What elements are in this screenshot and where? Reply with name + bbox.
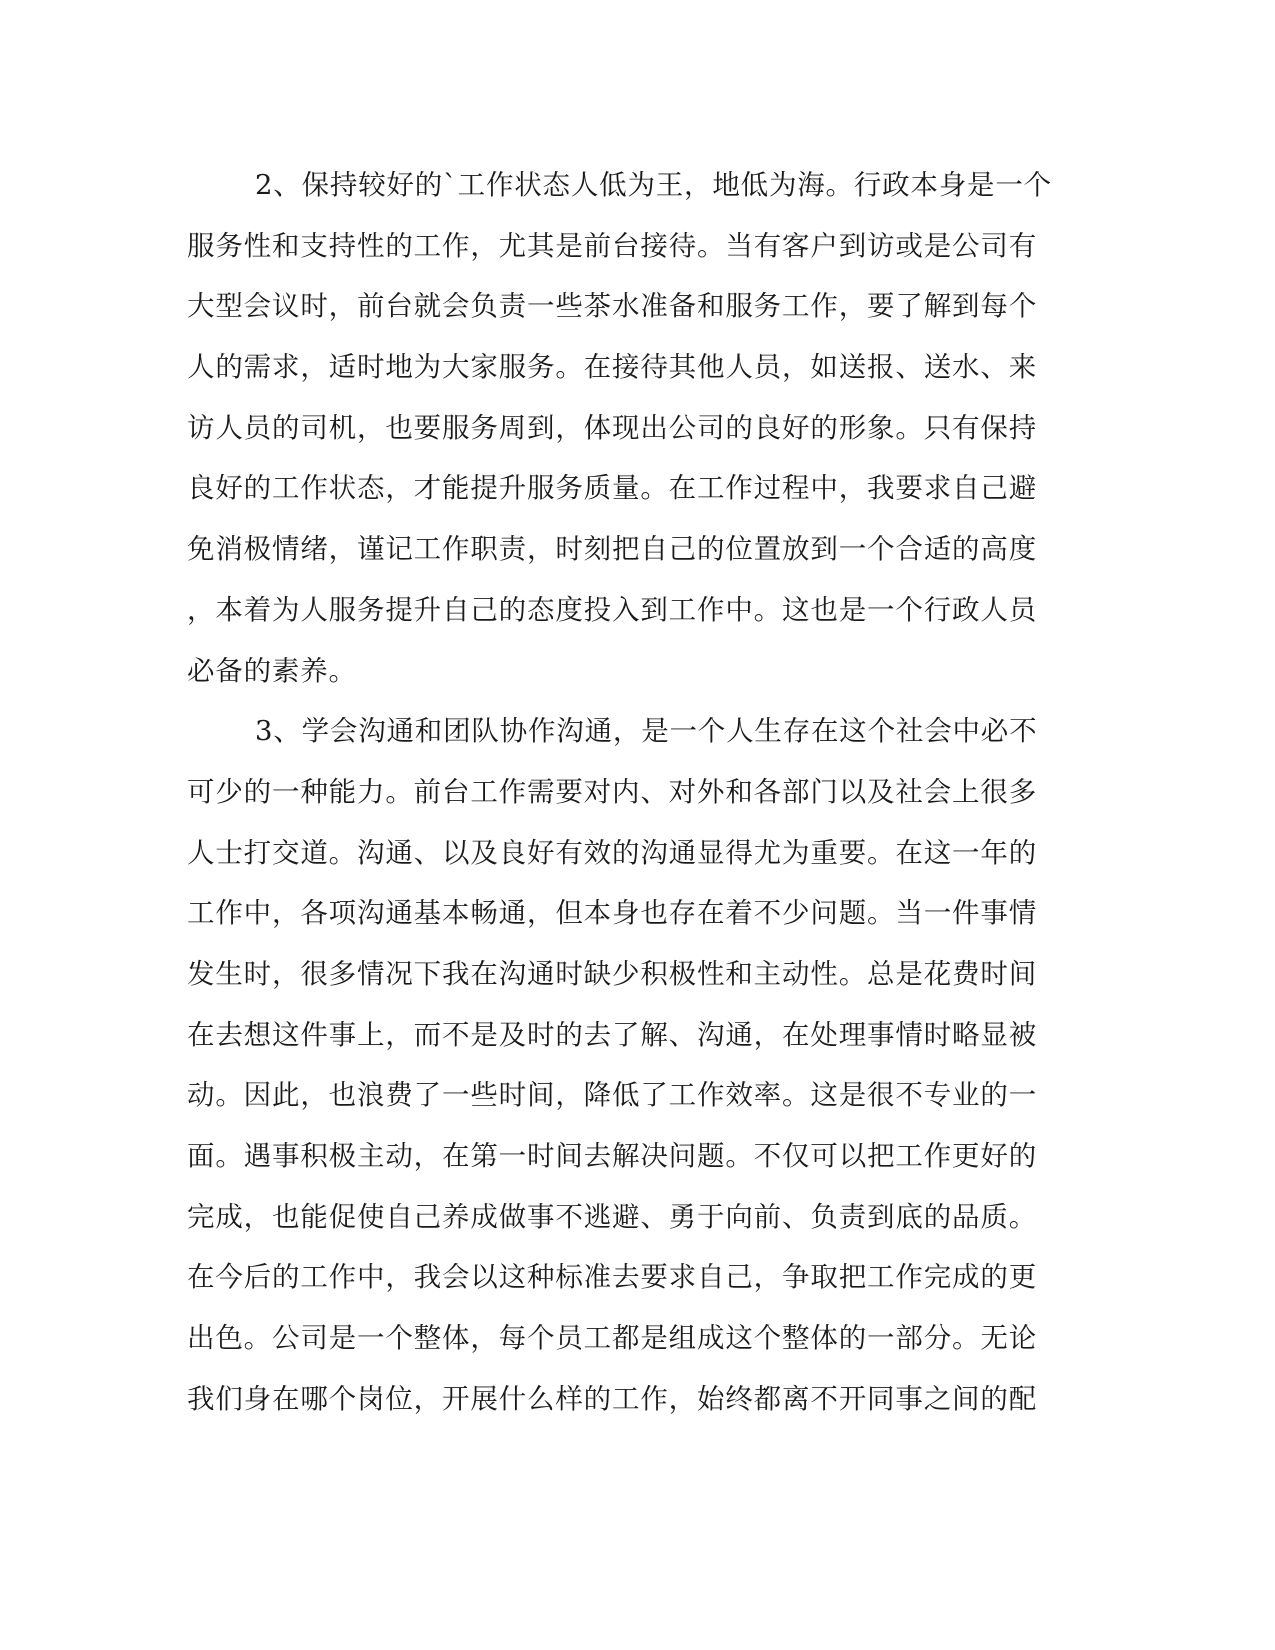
paragraph-1-line-6: 良好的工作状态，才能提升服务质量。在工作过程中，我要求自己避 <box>187 472 1037 505</box>
paragraph-1-line-4: 人的需求，适时地为大家服务。在接待其他人员，如送报、送水、来 <box>187 351 1037 384</box>
paragraph-2-line-6: 在去想这件事上，而不是及时的去了解、沟通，在处理事情时略显被 <box>187 1018 1037 1051</box>
paragraph-2-line-1: 3、学会沟通和团队协作沟通，是一个人生存在这个社会中必不 <box>255 715 1038 748</box>
paragraph-2-line-4: 工作中，各项沟通基本畅通，但本身也存在着不少问题。当一件事情 <box>187 897 1037 930</box>
paragraph-1-line-2: 服务性和支持性的工作，尤其是前台接待。当有客户到访或是公司有 <box>187 229 1037 262</box>
paragraph-1-line-8: ，本着为人服务提升自己的态度投入到工作中。这也是一个行政人员 <box>187 593 1037 626</box>
paragraph-1-line-5: 访人员的司机，也要服务周到，体现出公司的良好的形象。只有保持 <box>187 411 1037 444</box>
paragraph-1-line-3: 大型会议时，前台就会负责一些茶水准备和服务工作，要了解到每个 <box>187 290 1037 323</box>
paragraph-1-line-9: 必备的素养。 <box>187 654 357 687</box>
paragraph-1-line-1: 2、保持较好的`工作状态人低为王，地低为海。行政本身是一个 <box>255 169 1052 201</box>
paragraph-2-line-11: 出色。公司是一个整体，每个员工都是组成这个整体的一部分。无论 <box>187 1322 1037 1355</box>
paragraph-2-line-5: 发生时，很多情况下我在沟通时缺少积极性和主动性。总是花费时间 <box>187 957 1037 990</box>
paragraph-2-line-3: 人士打交道。沟通、以及良好有效的沟通显得尤为重要。在这一年的 <box>187 836 1037 869</box>
paragraph-2-line-10: 在今后的工作中，我会以这种标准去要求自己，争取把工作完成的更 <box>187 1261 1037 1294</box>
paragraph-2-line-9: 完成，也能促使自己养成做事不逃避、勇于向前、负责到底的品质。 <box>187 1200 1037 1233</box>
paragraph-2-line-2: 可少的一种能力。前台工作需要对内、对外和各部门以及社会上很多 <box>187 775 1037 808</box>
paragraph-1-line-7: 免消极情绪，谨记工作职责，时刻把自己的位置放到一个合适的高度 <box>187 533 1037 566</box>
paragraph-2-line-8: 面。遇事积极主动，在第一时间去解决问题。不仅可以把工作更好的 <box>187 1140 1037 1172</box>
paragraph-2-line-12: 我们身在哪个岗位，开展什么样的工作，始终都离不开同事之间的配 <box>187 1382 1037 1415</box>
paragraph-2-line-7: 动。因此，也浪费了一些时间，降低了工作效率。这是很不专业的一 <box>187 1079 1037 1112</box>
document-body <box>187 155 1052 1429</box>
